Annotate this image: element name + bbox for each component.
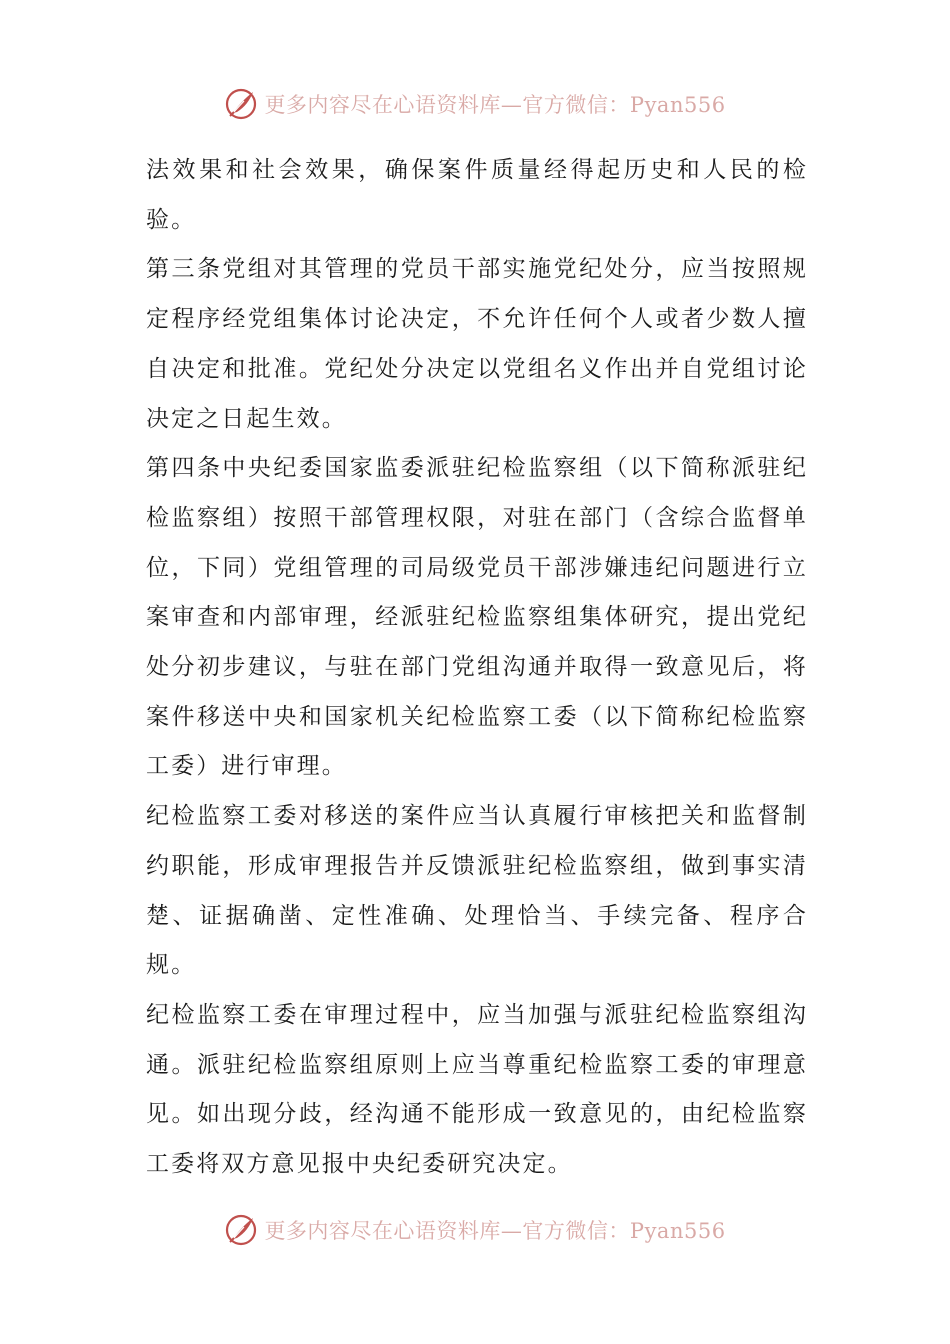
header-watermark <box>0 84 950 124</box>
footer-watermark <box>0 1210 950 1250</box>
watermark-text: 更多内容尽在心语资料库—官方微信：Pyan556 <box>264 93 726 117</box>
paragraph-5: 纪检监察工委在审理过程中，应当加强与派驻纪检监察组沟通。派驻纪检监察组原则上应当尊重纪检监察工委的审理意见。如出现分歧，经沟通不能形成一致意见的，由纪检监察工委将双方意见报中央纪委研究决定。 <box>146 1001 808 1178</box>
paragraph-2: 第三条党组对其管理的党员干部实施党纪处分，应当按照规定程序经党组集体讨论决定，不允许任何个人或者少数人擅自决定和批准。党纪处分决定以党组名义作出并自党组讨论决定之日起生效。 <box>146 256 808 432</box>
document-body <box>146 146 808 1190</box>
paragraph-1: 法效果和社会效果，确保案件质量经得起历史和人民的检验。 <box>146 157 808 233</box>
paragraph-4: 纪检监察工委对移送的案件应当认真履行审核把关和监督制约职能，形成审理报告并反馈派驻纪检监察组，做到事实清楚、证据确凿、定性准确、处理恰当、手续完备、程序合规。 <box>146 803 808 979</box>
quill-pen-icon <box>224 1213 258 1247</box>
watermark-text: 更多内容尽在心语资料库—官方微信：Pyan556 <box>264 1219 726 1243</box>
paragraph-3: 第四条中央纪委国家监委派驻纪检监察组（以下简称派驻纪检监察组）按照干部管理权限，对驻在部门（含综合监督单位，下同）党组管理的司局级党员干部涉嫌违纪问题进行立案审查和内部审理，经派驻纪检监察组集体研究，提出党纪处分初步建议，与驻在部门党组沟通并取得一致意见后，将案件移送中央和国家机关纪检监察工委（以下简称纪检监察工委）进行审理。 <box>146 455 808 780</box>
quill-pen-icon <box>224 87 258 121</box>
